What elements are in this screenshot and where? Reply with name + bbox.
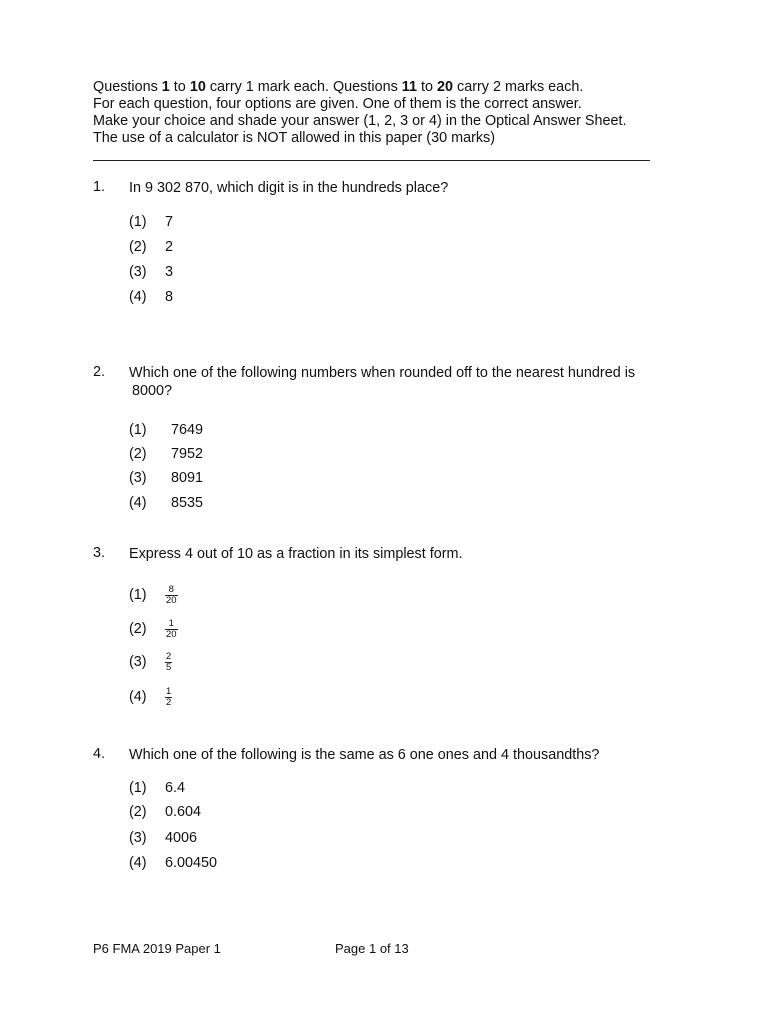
option-value: 3 [165, 264, 174, 280]
fraction-numerator: 2 [166, 651, 172, 662]
option-value: 6.4 [165, 780, 186, 796]
option-value: 8535 [171, 495, 204, 511]
instruction-bold: 11 [401, 79, 417, 95]
option-label: (1) [129, 587, 147, 604]
question-text: Express 4 out of 10 as a fraction in its simplest form. [129, 546, 463, 562]
question-text [129, 364, 689, 400]
instruction-text: to [417, 79, 437, 95]
option-value: 0.604 [165, 804, 202, 820]
option-label: (2) [129, 239, 147, 255]
option-label: (4) [129, 289, 147, 305]
option-3[interactable] [129, 830, 197, 846]
fraction-numerator: 8 [168, 584, 174, 595]
instruction-text: carry 2 marks each. [453, 79, 584, 95]
option-label: (4) [129, 495, 147, 511]
option-label: (3) [129, 264, 147, 280]
option-label: (2) [129, 621, 147, 638]
question-number: 3. [93, 545, 106, 561]
question-text-line-2: 8000? [132, 383, 173, 399]
option-1[interactable] [129, 422, 203, 438]
fraction [165, 619, 178, 640]
option-value: 7952 [171, 446, 204, 462]
instructions-block [93, 79, 627, 147]
option-2[interactable] [129, 804, 201, 820]
question-number: 1. [93, 179, 106, 195]
question-text-line-1: Which one of the following numbers when rounded off to the nearest hundred is [129, 365, 636, 381]
option-value: 7 [165, 214, 174, 230]
option-label: (3) [129, 654, 147, 671]
option-4[interactable] [129, 495, 203, 511]
fraction-denominator: 5 [166, 662, 172, 673]
footer-page-number: Page 1 of 13 [335, 941, 409, 956]
instructions-line-2: For each question, four options are given. One of them is the correct answer. [93, 96, 582, 112]
option-1[interactable] [129, 585, 178, 606]
option-4[interactable] [129, 289, 173, 305]
instructions-line-1 [93, 79, 627, 96]
fraction-numerator: 1 [168, 618, 174, 629]
option-2[interactable] [129, 446, 203, 462]
option-1[interactable] [129, 214, 173, 230]
option-3[interactable] [129, 652, 172, 673]
option-label: (3) [129, 470, 147, 486]
instruction-bold: 20 [437, 79, 454, 95]
fraction [165, 585, 178, 606]
instruction-bold: 10 [189, 79, 206, 95]
option-4[interactable] [129, 855, 217, 871]
option-value: 4006 [165, 830, 198, 846]
option-label: (4) [129, 689, 147, 706]
question-number: 2. [93, 364, 106, 380]
instructions-divider [93, 160, 650, 161]
option-label: (3) [129, 830, 147, 846]
option-4[interactable] [129, 687, 172, 708]
instruction-text: carry 1 mark each. Questions [205, 79, 402, 95]
instruction-text: Questions [93, 79, 162, 95]
option-2[interactable] [129, 239, 173, 255]
option-label: (4) [129, 855, 147, 871]
option-2[interactable] [129, 619, 178, 640]
option-value: 2 [165, 239, 174, 255]
question-number: 4. [93, 746, 106, 762]
option-value: 8091 [171, 470, 204, 486]
option-label: (1) [129, 422, 147, 438]
option-label: (1) [129, 780, 147, 796]
option-value: 8 [165, 289, 174, 305]
fraction-denominator: 20 [166, 629, 177, 640]
footer-paper-title: P6 FMA 2019 Paper 1 [93, 941, 221, 956]
question-text: Which one of the following is the same as 6 one ones and 4 thousandths? [129, 747, 600, 763]
fraction [165, 687, 172, 708]
instructions-line-3: Make your choice and shade your answer (1, 2, 3 or 4) in the Optical Answer Sheet. [93, 113, 627, 129]
instruction-bold: 1 [161, 79, 170, 95]
fraction-denominator: 2 [166, 697, 172, 708]
option-value: 6.00450 [165, 855, 218, 871]
fraction [165, 652, 172, 673]
option-3[interactable] [129, 470, 203, 486]
option-1[interactable] [129, 780, 185, 796]
option-value: 7649 [171, 422, 204, 438]
fraction-denominator: 20 [166, 595, 177, 606]
instruction-text: to [169, 79, 190, 95]
instructions-line-4: The use of a calculator is NOT allowed in this paper (30 marks) [93, 130, 496, 146]
option-label: (2) [129, 804, 147, 820]
question-text: In 9 302 870, which digit is in the hundreds place? [129, 180, 449, 196]
option-label: (1) [129, 214, 147, 230]
option-label: (2) [129, 446, 147, 462]
fraction-numerator: 1 [166, 686, 172, 697]
option-3[interactable] [129, 264, 173, 280]
